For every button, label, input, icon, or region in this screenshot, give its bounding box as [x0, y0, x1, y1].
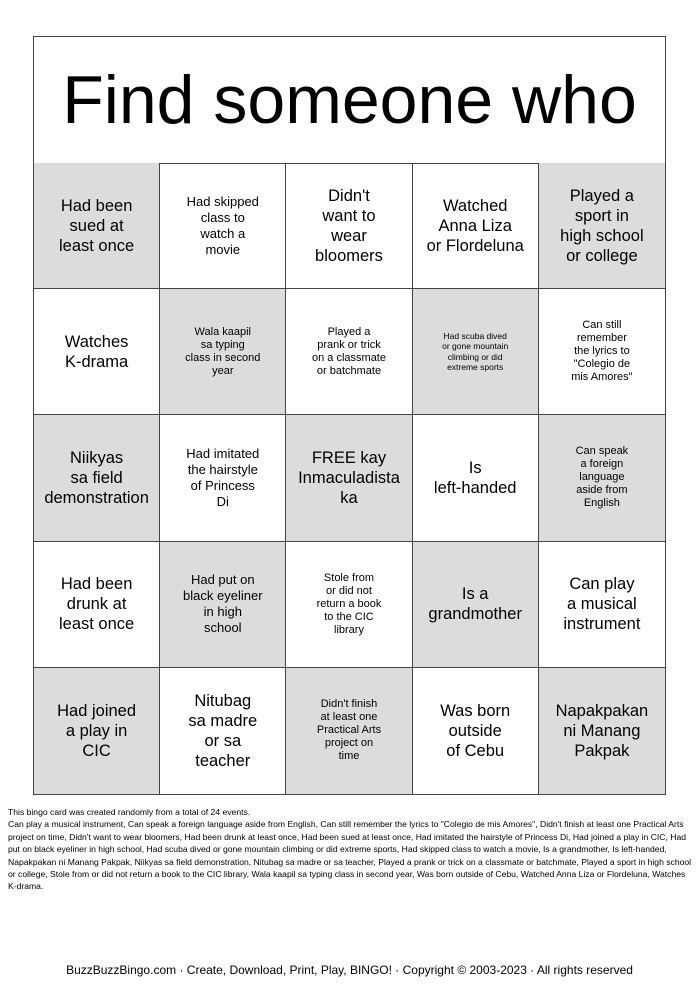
bingo-cell-text: Nitubag sa madre or sa teacher	[188, 691, 258, 770]
bingo-cell-text: Didn't finish at least one Practical Arts project on time	[316, 698, 382, 763]
bingo-cell	[539, 289, 665, 415]
bingo-cell	[160, 542, 286, 668]
bingo-cell	[160, 668, 286, 794]
bingo-cell-text: Played a sport in high school or college	[560, 186, 644, 265]
bingo-cell	[413, 542, 539, 668]
bingo-cell-text: Watches K-drama	[64, 332, 129, 371]
bingo-cell-text: Napakpakan ni Manang Pakpak	[555, 701, 649, 760]
bingo-cell	[539, 163, 665, 289]
bingo-cell-text: Didn't want to wear bloomers	[315, 186, 383, 265]
bingo-cell-text: Can speak a foreign language aside from English	[575, 445, 629, 510]
bingo-cell	[34, 668, 160, 794]
bingo-cell-text: Is left-handed	[433, 458, 517, 497]
bingo-cell	[286, 289, 412, 415]
bingo-grid	[34, 163, 665, 794]
bingo-cell	[286, 415, 412, 541]
bingo-cell	[160, 289, 286, 415]
bingo-cell-text: Was born outside of Cebu	[440, 701, 511, 760]
bingo-cell	[539, 542, 665, 668]
bingo-cell	[286, 163, 412, 289]
bingo-cell	[413, 415, 539, 541]
bingo-cell-text: Stole from or did not return a book to the CIC library	[316, 571, 382, 636]
bingo-cell	[286, 542, 412, 668]
bingo-cell-text: Can play a musical instrument	[563, 575, 641, 634]
bingo-cell	[413, 668, 539, 794]
bingo-cell-text: Had imitated the hairstyle of Princess Di	[186, 445, 260, 509]
bingo-cell-text: Had been sued at least once	[58, 196, 135, 255]
bingo-cell	[160, 163, 286, 289]
bingo-cell	[34, 415, 160, 541]
event-count-line: This bingo card was created randomly from a total of 24 events.	[8, 807, 251, 817]
bingo-cell-text: Can still remember the lyrics to "Colegio de mis Amores"	[571, 319, 633, 384]
card-title: Find someone who	[62, 62, 637, 138]
event-list-note	[8, 806, 692, 893]
bingo-cell	[34, 542, 160, 668]
bingo-cell-text: FREE kay Inmaculadista ka	[298, 448, 400, 507]
bingo-cell	[413, 289, 539, 415]
bingo-cell-text: Is a grandmother	[428, 585, 522, 624]
bingo-cell-text: Had joined a play in CIC	[57, 701, 137, 760]
bingo-cell-text: Wala kaapil sa typing class in second year	[185, 325, 261, 377]
bingo-cell-text: Had been drunk at least once	[58, 575, 135, 634]
bingo-cell-text: Had scuba dived or gone mountain climbing or did extreme sports	[442, 330, 509, 373]
bingo-cell	[34, 163, 160, 289]
bingo-cell	[160, 415, 286, 541]
bingo-cell	[413, 163, 539, 289]
bingo-cell-text: Had skipped class to watch a movie	[186, 193, 259, 257]
bingo-cell	[34, 289, 160, 415]
bingo-cell	[539, 668, 665, 794]
bingo-cell	[286, 668, 412, 794]
bingo-cell-text: Watched Anna Liza or Flordeluna	[426, 196, 524, 255]
bingo-cell-text: Played a prank or trick on a classmate or batchmate	[312, 325, 386, 377]
bingo-card	[33, 36, 666, 795]
bingo-cell-text: Niikyas sa field demonstration	[44, 448, 149, 507]
bingo-cell-text: Had put on black eyeliner in high school	[183, 572, 263, 636]
event-list: Can play a musical instrument, Can speak a foreign language aside from English, Can still remember the lyrics to "Colegio de mis Amores", Didn't finish at least one Practical Arts project on time, Didn't want to wear bloomers, Had been drunk at least once, Had been sued at least once, Had imitated the hairstyle of Princess Di, Had joined a play in CIC, Had put on black eyeliner in high school, Had scuba dived or gone mountain climbing or did extreme sports, Had skipped class to watch a movie, Is a grandmother, Is left-handed, Napakpakan ni Manang Pakpak, Niikyas sa field demonstration, Nitubag sa madre or sa teacher, Played a prank or trick on a classmate or batchmate, Played a sport in high school or college, Stole from or did not return a book to the CIC library, Wala kaapil sa typing class in second year, Was born outside of Cebu, Watched Anna Liza or Flordeluna, Watches K-drama.	[8, 819, 692, 892]
title-box	[34, 37, 665, 164]
bingo-cell	[539, 415, 665, 541]
copyright-footer: BuzzBuzzBingo.com · Create, Download, Print, Play, BINGO! · Copyright © 2003-2023 · All rights reserved	[66, 963, 633, 977]
